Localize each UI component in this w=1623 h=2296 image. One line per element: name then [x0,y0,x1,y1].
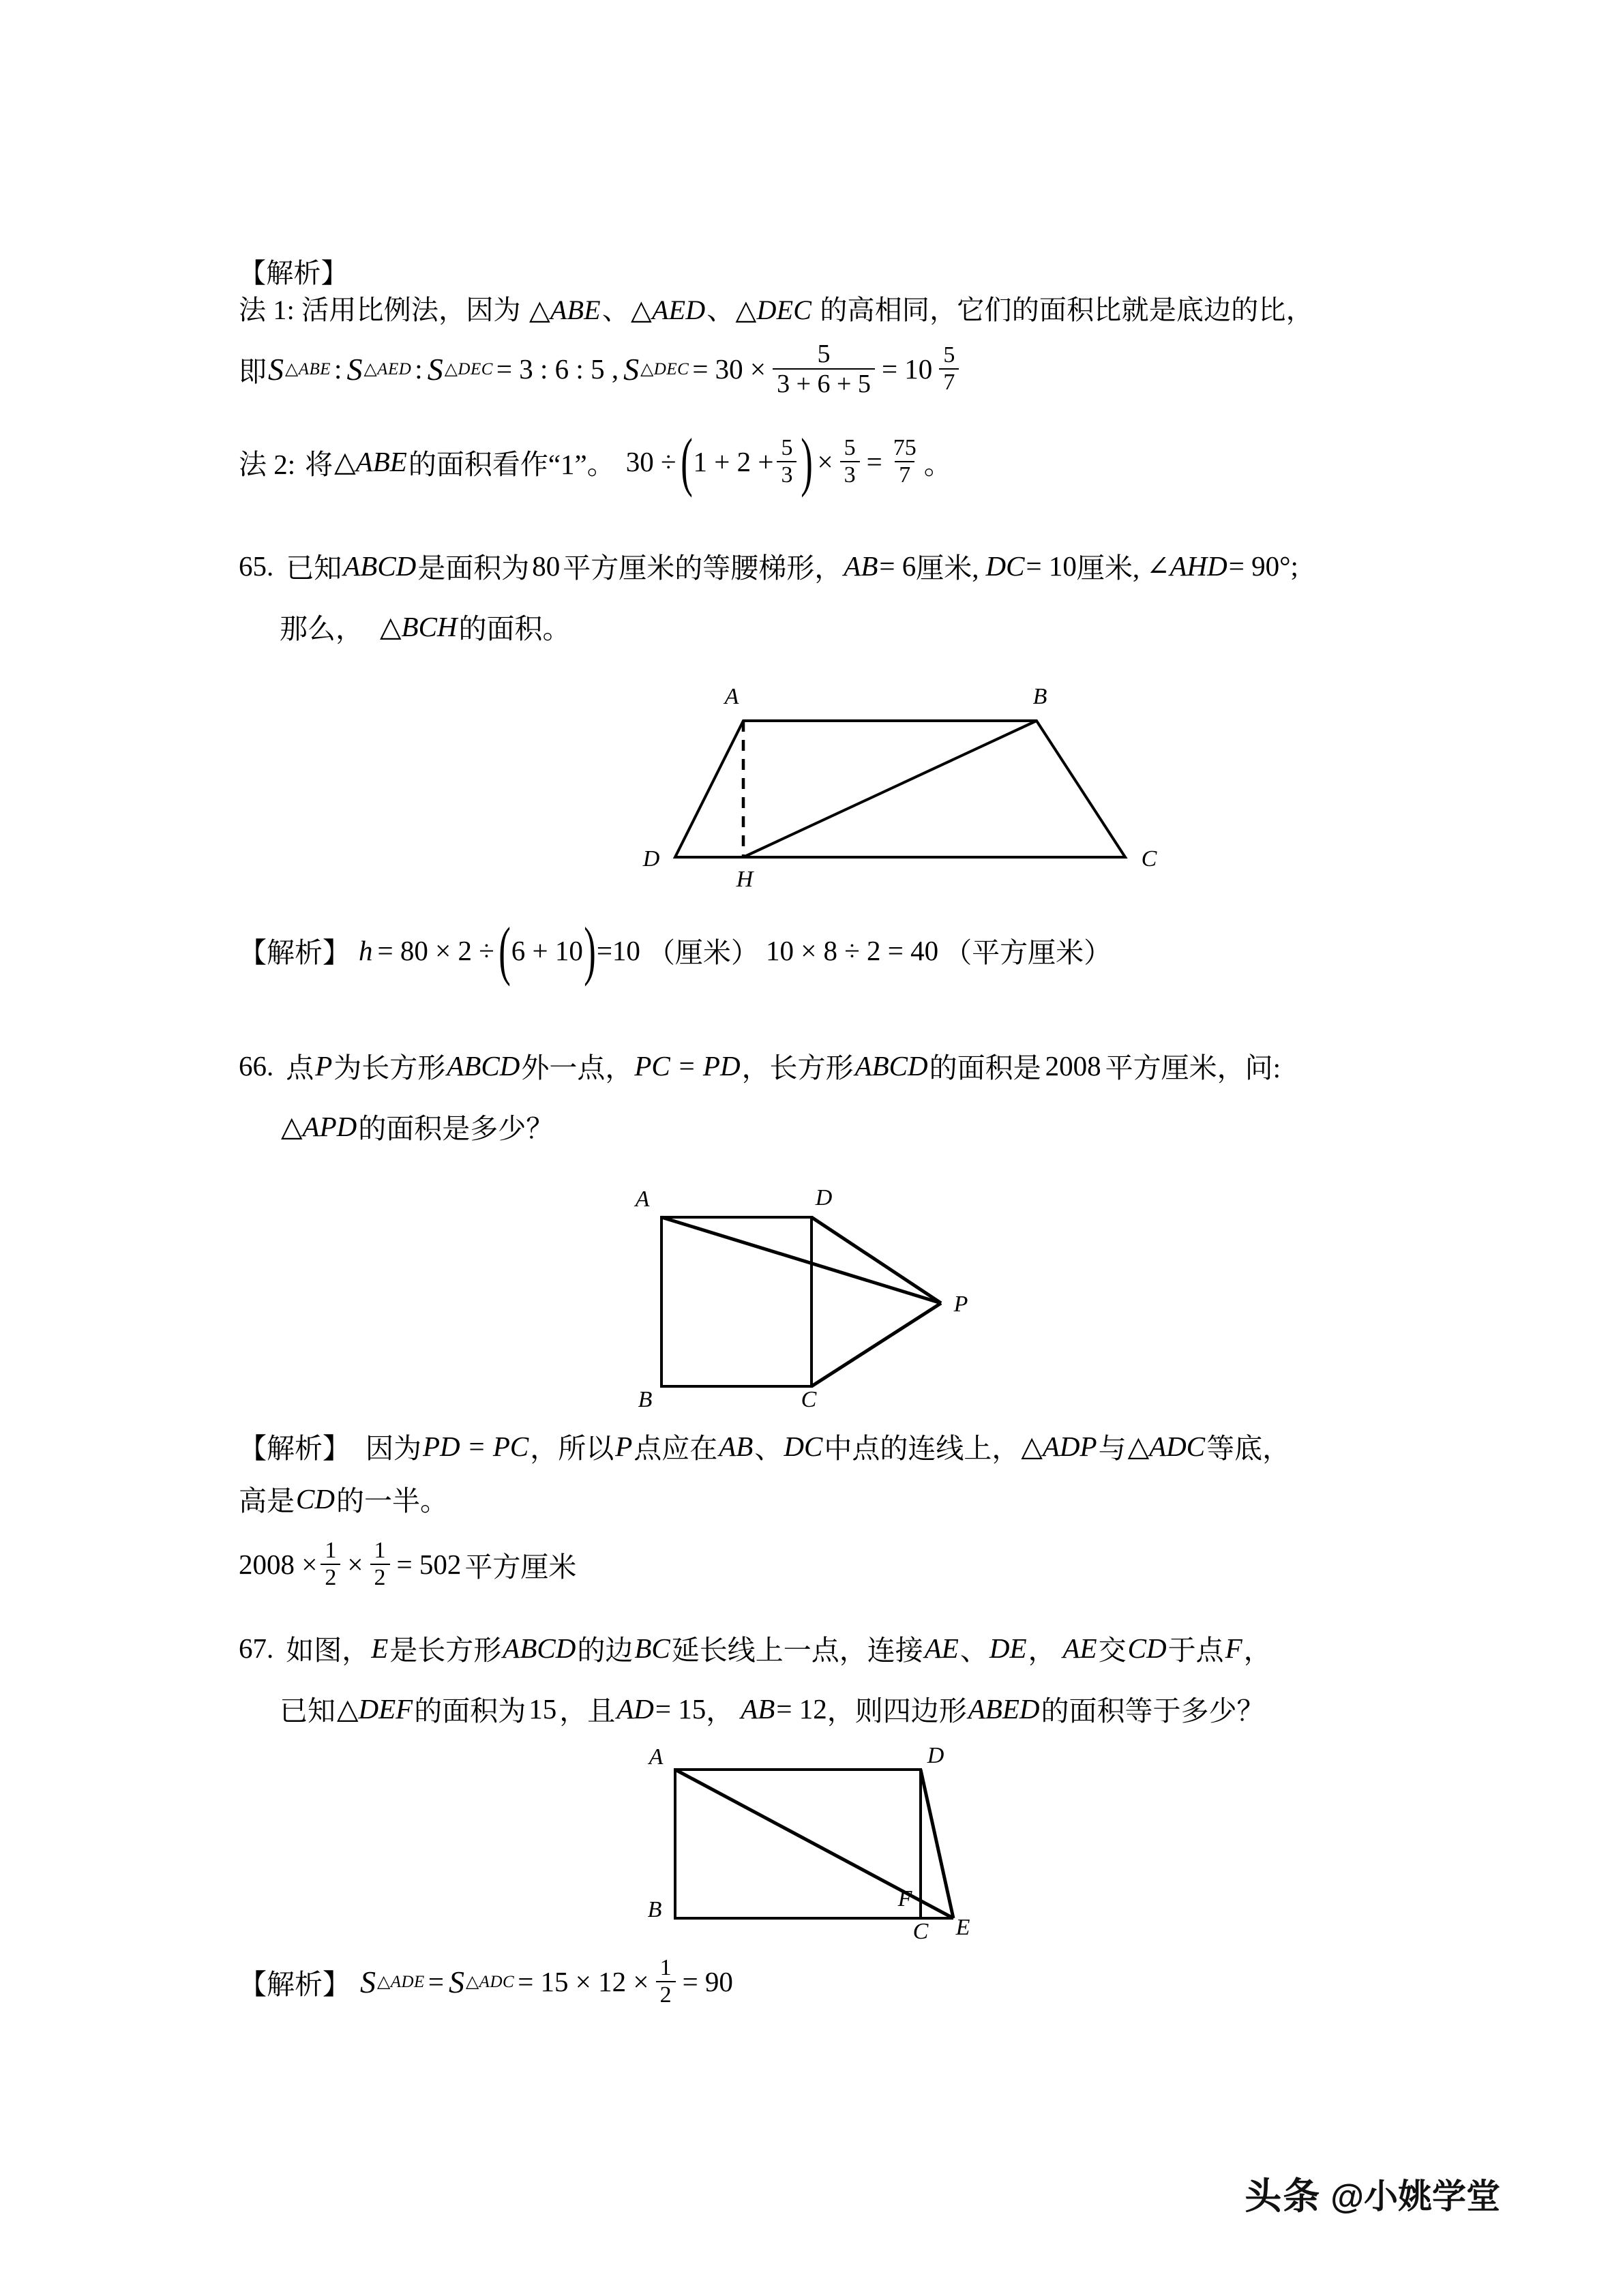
trapezoid-svg [239,670,1534,895]
problem-65-line-1: 65. 已知 ABCD 是面积为 80 平方厘米的等腰梯形， AB = 6 厘米, DC = 10 厘米, ∠AHD = 90° ; [239,550,1298,584]
fraction-five-thirds-a: $\frac{5}{3}$ [777,436,796,487]
figure-problem-66 [239,1169,1534,1408]
fraction-five-sevenths: $\frac{5}{7}$ [939,344,959,394]
fraction-one-half-b: $\frac{1}{2}$ [370,1539,390,1590]
label-B: B [638,1387,653,1408]
label-A: A [635,1187,650,1212]
right-paren: ) [801,425,814,498]
method-1-equation: 即 S △ABE : S △AED : S △DEC = 3 : 6 : 5 , S △DEC = 30 × $\frac{5}{3 + 6 + 5}$ = 10 $\frac{5}{7}$ [239,341,1534,397]
problem-65-solution: 【解析】 h = 80 × 2 ÷ ( 6 + 10 ) =10 （厘米） 10 × 8 ÷ 2 = 40 （平方厘米） [239,913,1112,987]
problem-66-solution-line-2: 高是 CD 的一半。 [239,1482,448,1517]
problem-66-line-2: △APD 的面积是多少？ [281,1110,554,1144]
left-paren: ( [680,425,693,498]
document-content [239,259,1534,2011]
rectangle-P-svg [239,1169,1534,1408]
label-D: D [642,846,660,871]
label-F: F [897,1886,912,1911]
problem-66-solution-line-1: 【解析】 因为 PD = PC ，所以 P 点应在 AB 、 DC 中点的连线上， △ADP 与 △ADC 等底， [239,1430,1291,1464]
problem-67-line-1: 67. 如图， E 是长方形 ABCD 的边 BC 延长线上一点，连接 AE 、 DE ， AE 交 CD 于点 F ， [239,1632,1272,1666]
label-D: D [815,1185,833,1210]
rectangle-ABCD [675,1770,921,1918]
figure-problem-65 [239,670,1534,895]
label-A: A [649,1744,664,1770]
label-B: B [647,1897,662,1922]
label-E: E [955,1915,970,1940]
solution-header: 【解析】 [239,258,348,288]
label-B: B [1032,684,1047,709]
label-C: C [801,1387,817,1408]
problem-67-line-2: 已知 △DEF 的面积为 15 ，且 AD = 15 ， AB = 12 ，则四边形 ABED 的面积等于多少？ [280,1693,1265,1727]
brand-name: 头条 [1245,2176,1322,2217]
problem-66-calculation: 2008 × $\frac{1}{2}$ × $\frac{1}{2}$ = 502 平方厘米 [239,1538,577,1590]
left-paren-65: ( [498,913,511,987]
segment-HB [743,721,1037,857]
segment-DP [812,1217,941,1303]
method-1-line: 法 1: 活用比例法，因为 △ABE、△AED、△DEC 的高相同，它们的面积比就是底边的比， [239,295,1313,325]
fraction-one-half: $\frac{1}{2}$ [656,1956,676,2007]
fraction-five-thirds-b: $\frac{5}{3}$ [840,436,860,487]
label-H: H [736,867,754,892]
fraction-five-over-fourteen: $\frac{5}{3 + 6 + 5}$ [773,341,875,397]
rectangle-ABCD [661,1217,812,1386]
method-2-line: 法 2: 将 △ABE 的面积看作“1”。 30 ÷ ( 1 + 2 + $\frac{5}{3}$ ) × $\frac{5}{3}$ = $\frac{75}{7}$ 。 [239,425,952,498]
label-A: A [724,684,739,709]
footer-watermark [1245,2167,1500,2220]
label-D: D [927,1743,944,1768]
segment-DE [921,1770,953,1918]
figure-problem-67 [239,1741,1534,1945]
fraction-one-half-a: $\frac{1}{2}$ [321,1539,340,1590]
label-P: P [953,1292,968,1317]
rectangle-E-svg [239,1741,1534,1945]
segment-CP [812,1303,941,1386]
label-C: C [1141,846,1157,871]
label-C: C [912,1919,929,1944]
fraction-seventyfive-sevenths: $\frac{75}{7}$ [893,435,917,488]
problem-67-solution: 【解析】 S △ADE = S △ADC = 15 × 12 × $\frac{1}{2}$ = 90 [239,1955,733,2008]
problem-66-line-1: 66. 点 P 为长方形 ABCD 外一点， PC = PD ，长方形 ABCD 的面积是 2008 平方厘米，问: [239,1049,1281,1084]
right-paren-65: ) [584,913,596,987]
segment-AP [661,1217,941,1303]
problem-65-line-2: 那么， △BCH 的面积。 [280,610,571,644]
author-handle: @小姚学堂 [1330,2177,1500,2216]
